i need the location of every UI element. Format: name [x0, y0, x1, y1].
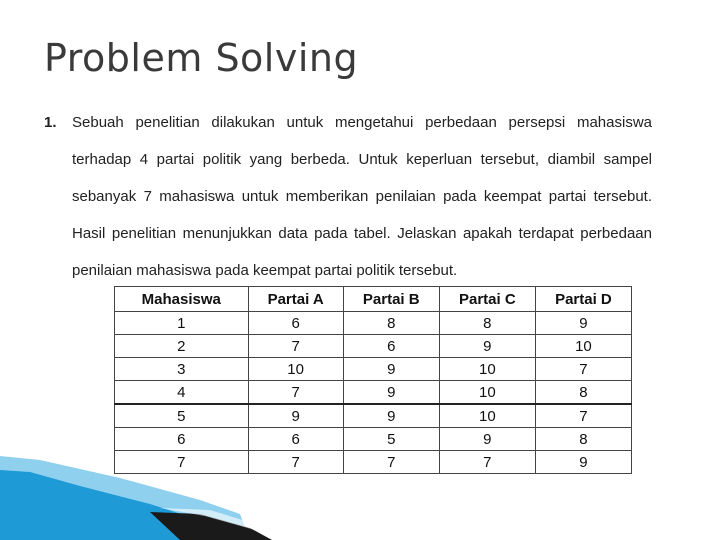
table-cell: 7	[535, 358, 631, 381]
header-cell: Partai A	[248, 287, 343, 312]
problem-paragraph: Sebuah penelitian dilakukan untuk mengetahui perbedaan persepsi mahasiswa terhadap 4 partai politik yang berbeda. Untuk keperluan tersebut, diambil sampel sebanyak 7 mahasiswa untuk memberikan penilaian pada keempat partai tersebut. Hasil penelitian menunjukkan data pada tabel. Jelaskan apakah terdapat perbedaan penilaian mahasiswa pada keempat partai politik tersebut.	[72, 114, 652, 279]
table-cell: 1	[115, 312, 249, 335]
table-cell: 8	[535, 381, 631, 405]
header-cell: Partai C	[439, 287, 535, 312]
slide-title: Problem Solving	[44, 36, 359, 80]
table-cell: 8	[343, 312, 439, 335]
table-cell: 7	[115, 451, 249, 474]
table-cell: 9	[439, 428, 535, 451]
table-cell: 9	[248, 404, 343, 428]
header-cell: Mahasiswa	[115, 287, 249, 312]
table-cell: 10	[439, 358, 535, 381]
table-cell: 10	[439, 381, 535, 405]
table-cell: 5	[343, 428, 439, 451]
table-cell: 7	[343, 451, 439, 474]
table-cell: 9	[343, 381, 439, 405]
table-cell: 6	[248, 312, 343, 335]
table-cell: 5	[115, 404, 249, 428]
table-cell: 6	[115, 428, 249, 451]
table-cell: 10	[535, 335, 631, 358]
table-cell: 9	[343, 358, 439, 381]
table-cell: 4	[115, 381, 249, 405]
table-cell: 7	[248, 335, 343, 358]
table-cell: 7	[248, 381, 343, 405]
table-cell: 8	[535, 428, 631, 451]
table-cell: 2	[115, 335, 249, 358]
table-cell: 6	[248, 428, 343, 451]
table-cell: 7	[439, 451, 535, 474]
table-cell: 6	[343, 335, 439, 358]
problem-number: 1.	[44, 114, 57, 131]
table-cell: 9	[439, 335, 535, 358]
table-cell: 9	[535, 312, 631, 335]
table-cell: 7	[535, 404, 631, 428]
table-cell: 10	[248, 358, 343, 381]
table-cell: 7	[248, 451, 343, 474]
table-cell: 9	[535, 451, 631, 474]
table-cell: 3	[115, 358, 249, 381]
table-cell: 10	[439, 404, 535, 428]
table-cell: 9	[343, 404, 439, 428]
table-cell: 8	[439, 312, 535, 335]
header-cell: Partai D	[535, 287, 631, 312]
header-cell: Partai B	[343, 287, 439, 312]
